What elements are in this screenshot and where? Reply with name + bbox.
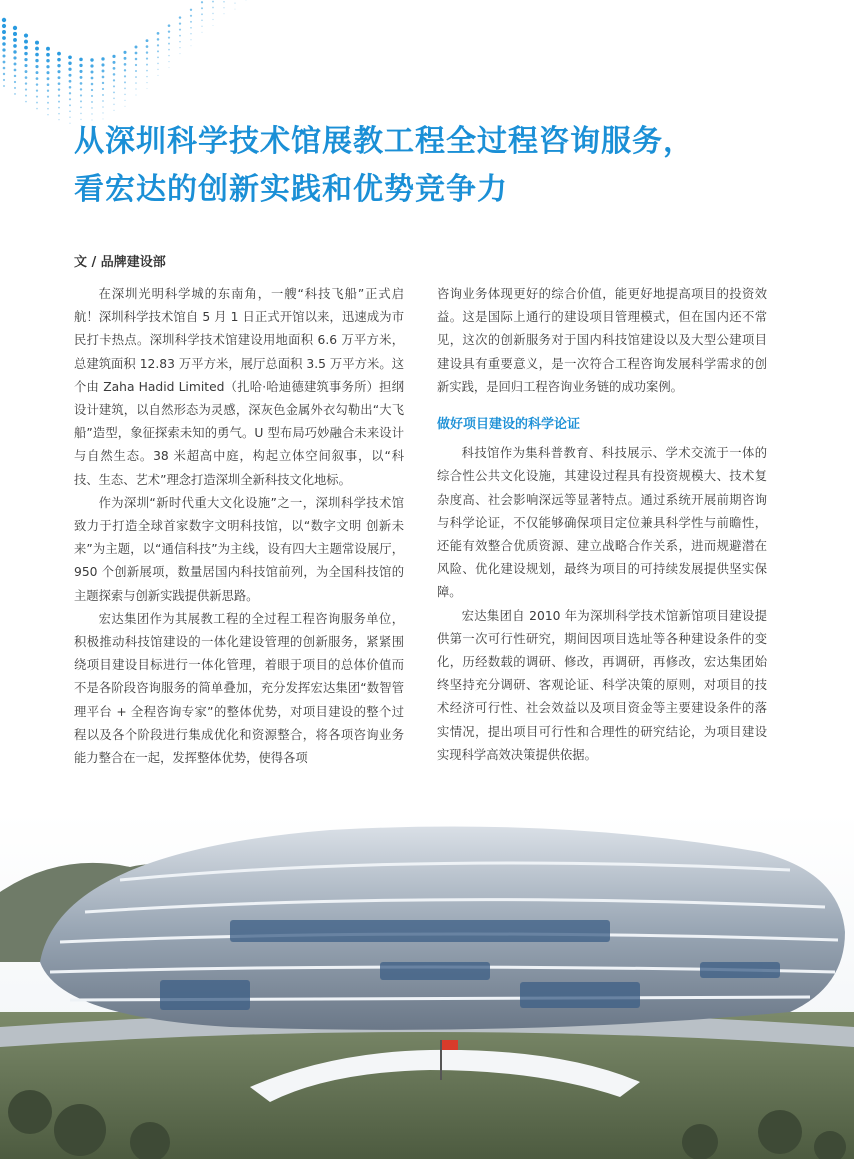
- halftone-dot: [179, 29, 181, 31]
- halftone-dot: [80, 107, 82, 109]
- halftone-dot: [102, 76, 105, 79]
- halftone-dot: [179, 41, 181, 43]
- halftone-dot: [113, 61, 116, 64]
- halftone-dot: [124, 100, 125, 101]
- halftone-dot: [102, 106, 104, 108]
- halftone-dot: [90, 64, 93, 67]
- halftone-dot: [79, 58, 83, 62]
- halftone-dot: [112, 55, 115, 58]
- halftone-dot: [36, 71, 39, 74]
- halftone-dot: [179, 16, 181, 18]
- halftone-dot: [13, 38, 17, 42]
- halftone-dot: [79, 64, 82, 67]
- halftone-dot: [146, 39, 149, 42]
- halftone-dot: [146, 51, 148, 53]
- halftone-dot: [212, 19, 213, 20]
- paragraph: 宏达集团自 2010 年为深圳科学技术馆新馆项目建设提供第一次可行性研究，期间因项目选址等各种建设条件的变化，历经数载的调研、修改，再调研，再修改，宏达集团始终坚持充分调研、客观论证、科学决策的原则，对项目的技术经济可行性、社会效益以及项目资金等主要建设条件的落实情况，提出项目可行性和合理性的研究结论，为项目建设实现科学高效决策提供依据。: [437, 608, 767, 762]
- halftone-dot: [91, 83, 94, 86]
- halftone-dot: [2, 18, 6, 22]
- halftone-dot: [25, 70, 28, 73]
- halftone-dot: [47, 90, 49, 92]
- halftone-dot: [124, 106, 125, 107]
- halftone-dot: [91, 95, 93, 97]
- halftone-dot: [68, 62, 71, 65]
- halftone-dot: [36, 83, 38, 85]
- halftone-dot: [90, 58, 93, 61]
- halftone-dot: [113, 67, 116, 70]
- halftone-dot: [101, 57, 104, 60]
- halftone-dot: [146, 70, 148, 72]
- halftone-dot: [124, 81, 126, 83]
- halftone-dot: [2, 30, 6, 34]
- halftone-dot: [25, 101, 27, 103]
- halftone-dot: [190, 27, 192, 29]
- halftone-dot: [58, 119, 59, 120]
- halftone-dot: [135, 70, 137, 72]
- paragraph: 作为深圳“新时代重大文化设施”之一，深圳科学技术馆致力于打造全球首家数字文明科技馆，以“数字文明 创新未来”为主题，以“通信科技”为主线，设有四大主题常设展厅，950 个创新展项，数量居国内科技馆前列，为全国科技馆的主题探索与创新实践提供新思路。: [74, 495, 404, 603]
- halftone-dot: [46, 47, 50, 51]
- halftone-dot: [35, 41, 39, 45]
- halftone-dot: [213, 25, 214, 26]
- halftone-dot: [157, 32, 160, 35]
- halftone-dot: [168, 49, 170, 51]
- halftone-dot: [24, 33, 28, 37]
- halftone-dot: [3, 73, 5, 75]
- halftone-dot: [35, 53, 39, 57]
- halftone-dot: [190, 39, 191, 40]
- halftone-dot: [212, 7, 214, 9]
- halftone-dot: [25, 95, 27, 97]
- halftone-dot: [190, 33, 191, 34]
- halftone-dot: [80, 100, 82, 102]
- halftone-dot: [35, 47, 39, 51]
- halftone-dot: [69, 98, 71, 100]
- halftone-dot: [47, 102, 49, 104]
- halftone-dot: [3, 85, 5, 87]
- halftone-dot: [157, 50, 159, 52]
- halftone-dot: [36, 89, 38, 91]
- halftone-dot: [157, 75, 158, 76]
- halftone-dot: [80, 82, 83, 85]
- halftone-dot: [13, 32, 17, 36]
- halftone-dot: [58, 113, 60, 115]
- halftone-dot: [124, 87, 126, 89]
- halftone-dot: [3, 61, 6, 64]
- halftone-dot: [36, 102, 38, 104]
- halftone-dot: [24, 64, 27, 67]
- halftone-dot: [113, 73, 116, 76]
- halftone-dot: [69, 117, 70, 118]
- halftone-dot: [124, 69, 126, 71]
- halftone-dot: [13, 50, 16, 53]
- halftone-dot: [113, 110, 114, 111]
- halftone-dot: [123, 51, 126, 54]
- byline: 文 / 品牌建设部: [74, 255, 166, 270]
- halftone-dot: [190, 9, 192, 11]
- right-column: [437, 283, 767, 767]
- halftone-dot: [157, 69, 158, 70]
- halftone-dot: [102, 112, 103, 113]
- halftone-dot: [58, 88, 60, 90]
- halftone-dot: [190, 21, 192, 23]
- halftone-dot: [168, 67, 169, 68]
- section-heading: 做好项目建设的科学论证: [437, 417, 581, 433]
- halftone-dot: [14, 62, 17, 65]
- halftone-dot: [25, 76, 28, 79]
- halftone-dot: [135, 76, 137, 78]
- halftone-dot: [146, 82, 147, 83]
- halftone-dot: [201, 1, 203, 3]
- halftone-dot: [135, 52, 138, 55]
- halftone-dot: [47, 108, 49, 110]
- halftone-dot: [179, 47, 180, 48]
- halftone-dot: [35, 65, 38, 68]
- halftone-dot: [14, 81, 16, 83]
- halftone-dot: [47, 83, 50, 86]
- halftone-dot: [168, 55, 169, 56]
- halftone-dot: [3, 67, 6, 70]
- halftone-dot: [135, 46, 138, 49]
- halftone-dot: [69, 86, 72, 89]
- halftone-dot: [146, 64, 148, 66]
- halftone-dot: [135, 82, 137, 84]
- halftone-dot: [36, 77, 39, 80]
- article-title: [74, 118, 794, 214]
- halftone-dot: [234, 3, 235, 4]
- halftone-dot: [146, 88, 147, 89]
- halftone-dot: [69, 74, 72, 77]
- halftone-dot: [46, 65, 49, 68]
- halftone-dot: [135, 58, 138, 61]
- halftone-dot: [223, 13, 224, 14]
- halftone-dot: [25, 82, 27, 84]
- halftone-dot: [57, 70, 60, 73]
- halftone-dot: [157, 63, 159, 65]
- science-museum-photo-icon: [0, 812, 854, 1159]
- halftone-dot: [146, 58, 148, 60]
- halftone-dot: [91, 101, 93, 103]
- halftone-dot: [168, 37, 170, 39]
- halftone-dot: [24, 40, 28, 44]
- halftone-dot: [124, 63, 127, 66]
- halftone-dot: [2, 48, 5, 51]
- halftone-dot: [47, 77, 50, 80]
- halftone-dot: [57, 58, 61, 62]
- halftone-dot: [80, 88, 82, 90]
- halftone-dot: [124, 94, 126, 96]
- halftone-dot: [168, 43, 170, 45]
- halftone-dot: [212, 1, 214, 3]
- paragraph: 科技馆作为集科普教育、科技展示、学术交流于一体的综合性公共文化设施，其建设过程具有投资规模大、技术复杂度高、社会影响深远等显著特点。通过系统开展前期咨询与科学论证，不仅能够确保项目定位兼具科学性与前瞻性，还能有效整合优质资源、建立战略合作关系，进而规避潜在风险、优化建设规划，最终为项目的可持续发展提供坚实保障。: [437, 446, 767, 600]
- paragraph: 宏达集团作为其展教工程的全过程工程咨询服务单位，积极推动科技馆建设的一体化建设管理的创新服务，紧紧围绕项目建设目标进行一体化管理，着眼于项目的总体价值而不是各阶段咨询服务的简单叠加，充分发挥宏达集团“数智管理平台 + 全程咨询专家”的整体优势，对项目建设的整个过程以及各个阶段进行集成优化和资源整合，将各项咨询业务能力整合在一起，发挥整体优势，使得各项: [74, 611, 404, 766]
- halftone-dot: [35, 59, 38, 62]
- left-column: [74, 283, 404, 770]
- halftone-dot: [13, 44, 17, 48]
- halftone-dot: [46, 71, 49, 74]
- halftone-dot: [135, 88, 136, 89]
- halftone-dot: [91, 70, 94, 73]
- halftone-dot: [80, 76, 83, 79]
- halftone-dot: [168, 61, 169, 62]
- halftone-dot: [102, 88, 104, 90]
- halftone-dot: [47, 96, 49, 98]
- halftone-dot: [113, 91, 115, 93]
- halftone-dot: [168, 30, 170, 32]
- halftone-dot: [68, 55, 72, 59]
- halftone-dot: [179, 35, 181, 37]
- halftone-dot: [168, 24, 171, 27]
- halftone-dot: [58, 107, 60, 109]
- halftone-dot: [2, 54, 5, 57]
- halftone-dot: [69, 92, 71, 94]
- halftone-dot: [57, 64, 60, 67]
- halftone-dot: [102, 100, 104, 102]
- halftone-dot: [91, 113, 92, 114]
- halftone-dot: [157, 44, 159, 46]
- halftone-dot: [57, 52, 61, 56]
- title-line-2: 看宏达的创新实践和优势竞争力: [74, 172, 508, 207]
- halftone-dot: [190, 15, 192, 17]
- halftone-dot: [14, 69, 17, 72]
- halftone-dot: [47, 114, 48, 115]
- halftone-dot: [69, 110, 71, 112]
- halftone-dot: [179, 23, 181, 25]
- halftone-dot: [80, 94, 82, 96]
- halftone-dot: [2, 42, 6, 46]
- halftone-dot: [2, 24, 6, 28]
- halftone-dot: [113, 104, 114, 105]
- halftone-dot: [113, 79, 115, 81]
- halftone-dot: [14, 87, 16, 89]
- halftone-dot: [69, 80, 72, 83]
- halftone-dot: [25, 89, 27, 91]
- halftone-dot: [68, 68, 71, 71]
- paragraph: 在深圳光明科学城的东南角，一艘“科技飞船”正式启航！深圳科学技术馆自 5 月 1 日正式开馆以来，迅速成为市民打卡热点。深圳科学技术馆建设用地面积 6.6 万平方米，总建筑面积 12.83 万平方米，展厅总面积 3.5 万平方米。这个由 Zaha Hadid Limited（扎哈·哈迪德建筑事务所）担纲设计建筑，以自然形态为灵感，深灰色金属外衣勾勒出“大飞船”造型，象征探索未知的勇气。U 型布局巧妙融合未来设计与自然生态。38 米超高中庭，构起立体空间叙事，以“科技、生态、艺术”理念打造深圳全新科技文化地标。: [74, 287, 404, 487]
- halftone-dot: [135, 64, 137, 66]
- halftone-dot: [69, 104, 71, 106]
- halftone-dot: [58, 76, 61, 79]
- halftone-dot: [157, 56, 159, 58]
- halftone-dot: [124, 75, 126, 77]
- halftone-dot: [36, 108, 38, 110]
- halftone-dot: [24, 46, 28, 50]
- halftone-dot: [80, 113, 82, 115]
- halftone-dot: [102, 82, 104, 84]
- halftone-dot: [91, 77, 94, 80]
- halftone-dot: [46, 59, 49, 62]
- halftone-dot: [113, 98, 115, 100]
- halftone-dot: [79, 70, 82, 73]
- halftone-dot: [46, 53, 50, 57]
- title-line-1: 从深圳科学技术馆展教工程全过程咨询服务，: [74, 124, 694, 159]
- halftone-dot: [102, 70, 105, 73]
- halftone-dot: [201, 13, 203, 15]
- halftone-dot: [179, 53, 180, 54]
- halftone-dot: [58, 101, 60, 103]
- halftone-dot: [2, 36, 6, 40]
- halftone-dot: [201, 32, 202, 33]
- halftone-dot: [24, 58, 27, 61]
- halftone-dot: [201, 26, 202, 27]
- halftone-dot: [146, 76, 147, 77]
- halftone-dot: [36, 96, 38, 98]
- halftone-dot: [223, 7, 224, 8]
- halftone-dot: [190, 45, 191, 46]
- halftone-dot: [69, 123, 70, 124]
- halftone-dot: [3, 79, 5, 81]
- halftone-dot: [58, 82, 61, 85]
- halftone-dot: [91, 89, 93, 91]
- halftone-dot: [201, 20, 203, 22]
- halftone-dot: [212, 13, 213, 14]
- halftone-dot: [223, 1, 225, 3]
- halftone-dot: [101, 63, 104, 66]
- halftone-dot: [201, 7, 203, 9]
- halftone-dot: [157, 38, 160, 41]
- halftone-dot: [135, 94, 136, 95]
- halftone-dot: [113, 85, 115, 87]
- halftone-dot: [13, 56, 16, 59]
- halftone-dot: [91, 107, 93, 109]
- paragraph-continued: 咨询业务体现更好的综合价值，能更好地提高项目的投资效益。这是国际上通行的建设项目管理模式，但在国内还不常见，这次的创新服务对于国内科技馆建设以及大型公建项目建设具有重要意义，是一次符合工程咨询发展科学需求的创新实践，是回归工程咨询业务链的成功案例。: [437, 287, 767, 394]
- halftone-dot: [102, 94, 104, 96]
- halftone-dot: [24, 52, 27, 55]
- halftone-dot: [235, 9, 236, 10]
- halftone-dot: [58, 95, 60, 97]
- halftone-dot: [124, 57, 127, 60]
- halftone-dot: [14, 75, 16, 77]
- halftone-dot: [146, 45, 149, 48]
- halftone-dot: [14, 93, 16, 95]
- halftone-dot: [13, 26, 17, 30]
